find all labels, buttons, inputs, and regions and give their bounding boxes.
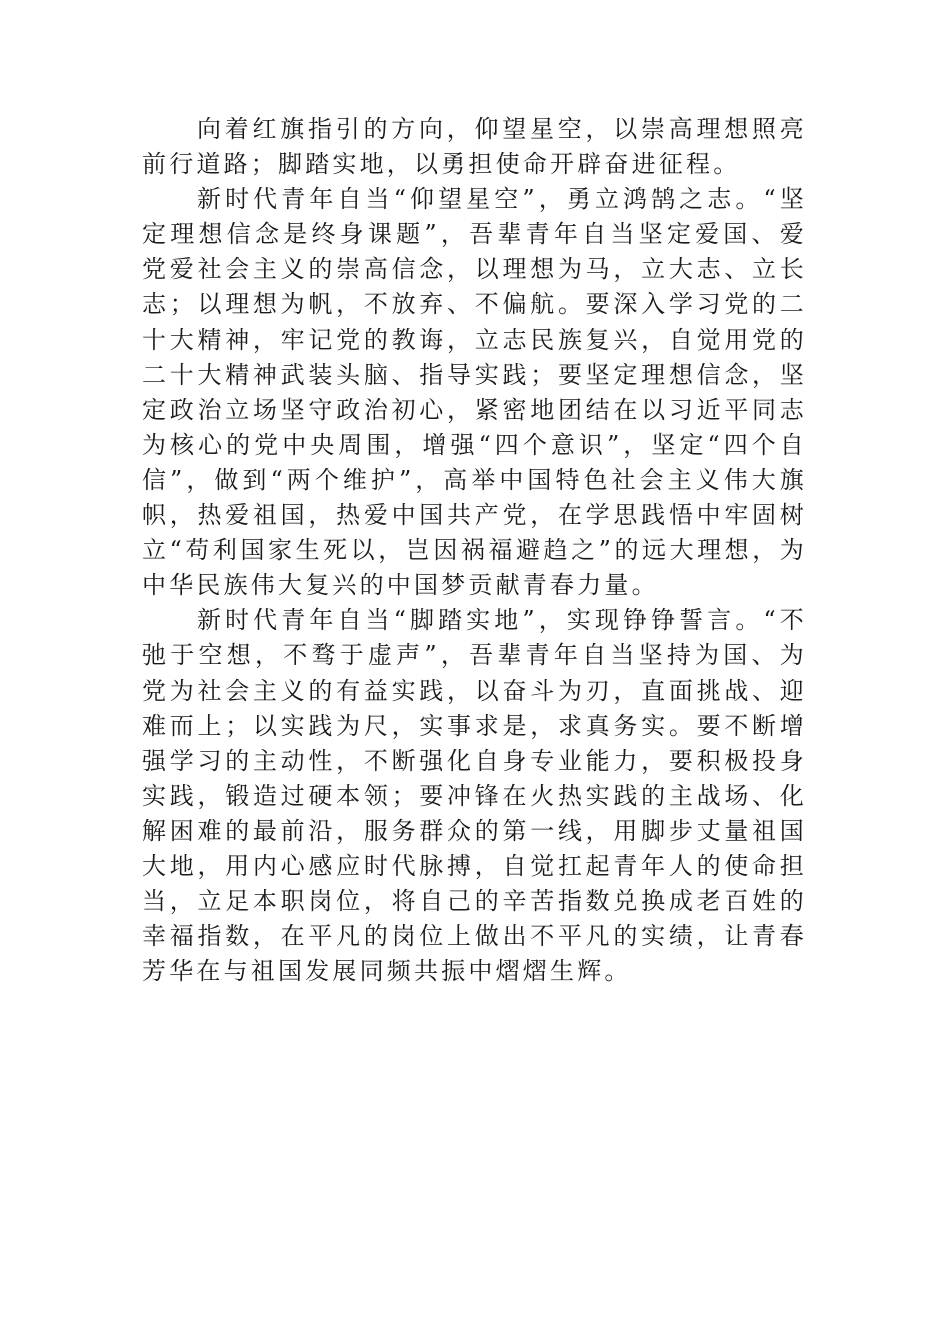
body-text (142, 112, 807, 989)
paragraph-stargazing: 新时代青年自当“仰望星空”，勇立鸿鹄之志。“坚定理想信念是终身课题”，吾辈青年自当坚定爱国、爱党爱社会主义的崇高信念，以理想为马，立大志、立长志；以理想为帆，不放弃、不偏航。要深入学习党的二十大精神，牢记党的教诲，立志民族复兴，自觉用党的二十大精神武装头脑、指导实践；要坚定理想信念，坚定政治立场坚守政治初心，紧密地团结在以习近平同志为核心的党中央周围，增强“四个意识”，坚定“四个自信”，做到“两个维护”，高举中国特色社会主义伟大旗帜，热爱祖国，热爱中国共产党，在学思践悟中牢固树立“苟利国家生死以，岂因祸福避趋之”的远大理想，为中华民族伟大复兴的中国梦贡献青春力量。 (142, 185, 807, 600)
paragraph-down-to-earth: 新时代青年自当“脚踏实地”，实现铮铮誓言。“不弛于空想，不骛于虚声”，吾辈青年自当坚持为国、为党为社会主义的有益实践，以奋斗为刃，直面挑战、迎难而上；以实践为尺，实事求是，求真务实。要不断增强学习的主动性，不断强化自身专业能力，要积极投身实践，锻造过硬本领；要冲锋在火热实践的主战场、化解困难的最前沿，服务群众的第一线，用脚步丈量祖国大地，用内心感应时代脉搏，自觉扛起青年人的使命担当，立足本职岗位，将自己的辛苦指数兑换成老百姓的幸福指数，在平凡的岗位上做出不平凡的实绩，让青春芳华在与祖国发展同频共振中熠熠生辉。 (142, 606, 807, 986)
paragraph-intro: 向着红旗指引的方向，仰望星空，以崇高理想照亮前行道路；脚踏实地，以勇担使命开辟奋进征程。 (142, 115, 807, 179)
